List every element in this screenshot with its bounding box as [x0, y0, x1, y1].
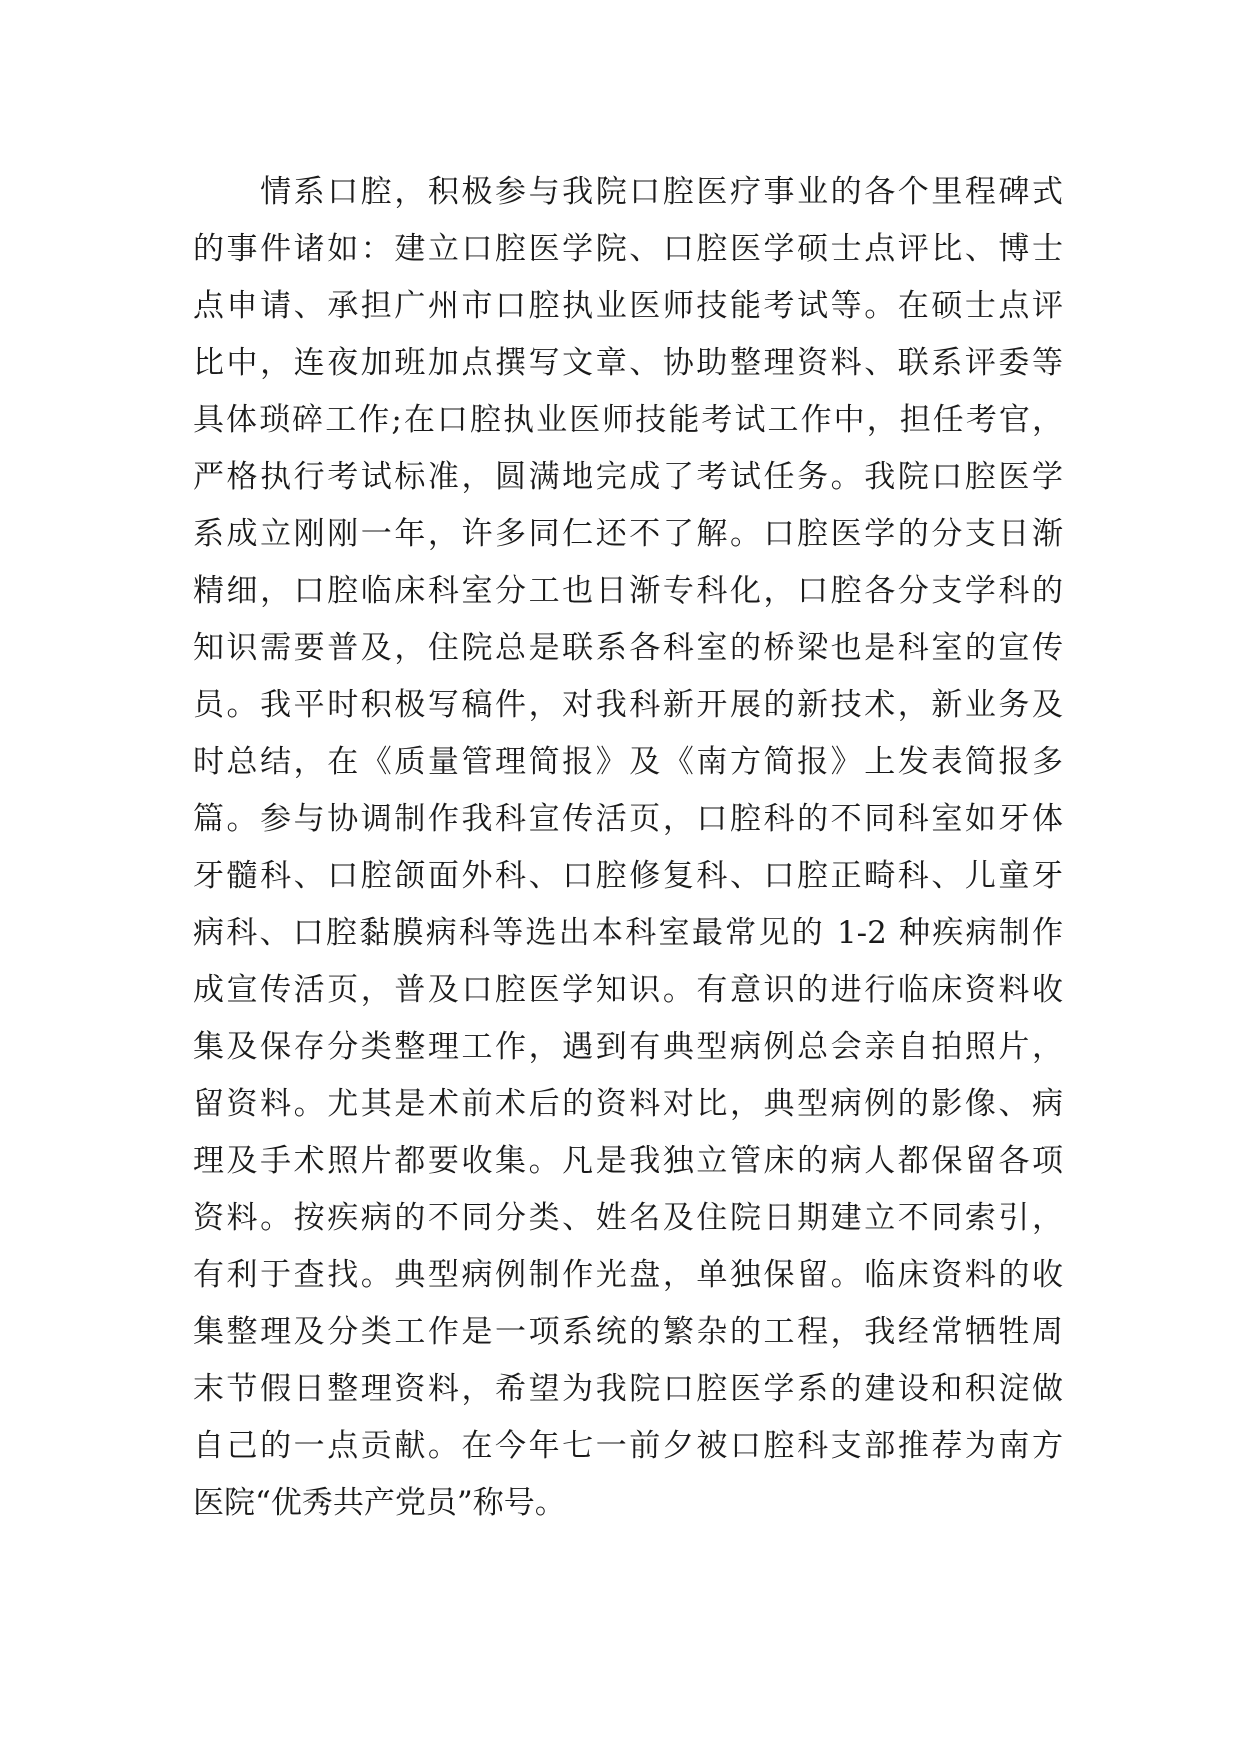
text-line: 病科、口腔黏膜病科等选出本科室最常见的 1-2 种疾病制作 — [193, 915, 1063, 951]
text-line: 具体琐碎工作;在口腔执业医师技能考试工作中，担任考官， — [193, 402, 1063, 438]
body-paragraph — [193, 164, 1063, 1532]
text-line: 严格执行考试标准，圆满地完成了考试任务。我院口腔医学 — [193, 459, 1063, 495]
text-line: 有利于查找。典型病例制作光盘，单独保留。临床资料的收 — [193, 1257, 1063, 1293]
text-line: 情系口腔，积极参与我院口腔医疗事业的各个里程碑式 — [193, 174, 1063, 210]
text-line: 集整理及分类工作是一项系统的繁杂的工程，我经常牺牲周 — [193, 1314, 1063, 1350]
text-line: 篇。参与协调制作我科宣传活页，口腔科的不同科室如牙体 — [193, 801, 1063, 837]
text-line: 自己的一点贡献。在今年七一前夕被口腔科支部推荐为南方 — [193, 1428, 1063, 1464]
text-line: 末节假日整理资料，希望为我院口腔医学系的建设和积淀做 — [193, 1371, 1063, 1407]
text-line: 理及手术照片都要收集。凡是我独立管床的病人都保留各项 — [193, 1143, 1063, 1179]
text-line: 时总结，在《质量管理简报》及《南方简报》上发表简报多 — [193, 744, 1063, 780]
text-line: 成宣传活页，普及口腔医学知识。有意识的进行临床资料收 — [193, 972, 1063, 1008]
text-line: 留资料。尤其是术前术后的资料对比，典型病例的影像、病 — [193, 1086, 1063, 1122]
text-line: 比中，连夜加班加点撰写文章、协助整理资料、联系评委等 — [193, 345, 1063, 381]
text-line: 集及保存分类整理工作，遇到有典型病例总会亲自拍照片， — [193, 1029, 1063, 1065]
text-line: 点申请、承担广州市口腔执业医师技能考试等。在硕士点评 — [193, 288, 1063, 324]
text-line: 资料。按疾病的不同分类、姓名及住院日期建立不同索引， — [193, 1200, 1063, 1236]
text-line: 精细，口腔临床科室分工也日渐专科化，口腔各分支学科的 — [193, 573, 1063, 609]
text-line: 牙髓科、口腔颌面外科、口腔修复科、口腔正畸科、儿童牙 — [193, 858, 1063, 894]
text-line: 员。我平时积极写稿件，对我科新开展的新技术，新业务及 — [193, 687, 1063, 723]
text-line: 医院“优秀共产党员”称号。 — [193, 1485, 566, 1521]
text-line: 的事件诸如：建立口腔医学院、口腔医学硕士点评比、博士 — [193, 231, 1063, 267]
text-line: 系成立刚刚一年，许多同仁还不了解。口腔医学的分支日渐 — [193, 516, 1063, 552]
text-line: 知识需要普及，住院总是联系各科室的桥梁也是科室的宣传 — [193, 630, 1063, 666]
